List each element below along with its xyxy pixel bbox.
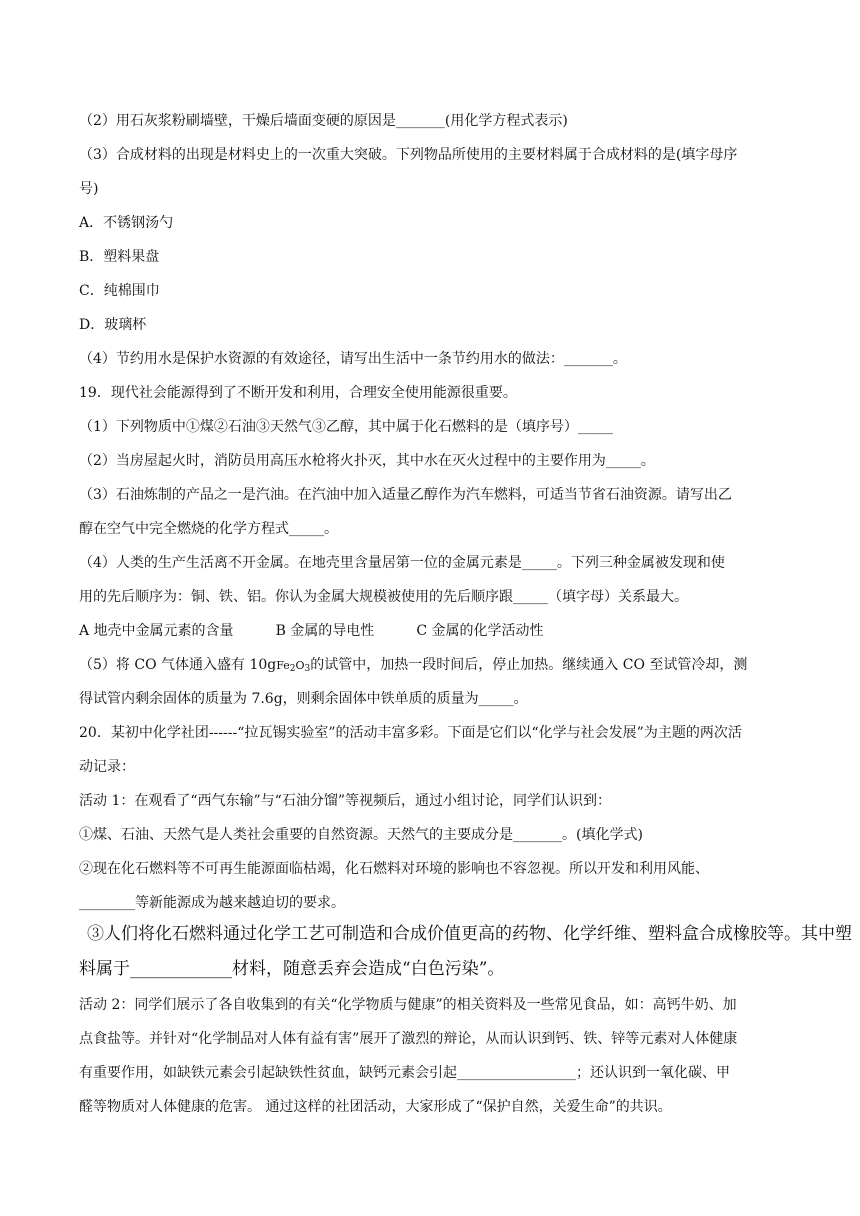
activity2-line2: 点食盐等。并针对“化学制品对人体有益有害”展开了激烈的辩论，从而认识到钙、铁、锌等元素对人体健康 [79,1031,738,1047]
q18-part4: （4）节约用水是保护水资源的有效途径，请写出生活中一条节约用水的做法：_______。 [79,351,627,367]
q18-part3-cont: 号) [79,181,99,197]
q19-stem: 19．现代社会能源得到了不断开发和利用，合理安全使用能源很重要。 [79,385,517,401]
option-a: A．不锈钢汤勺 [79,215,174,231]
q19-option-b: B 金属的导电性 [275,623,375,639]
q19-part1: （1）下列物质中①煤②石油③天然气③乙醇，其中属于化石燃料的是（填序号）_____ [79,419,613,435]
activity1-item3-cont: 料属于____________材料，随意丢弃会造成“白色污染”。 [79,959,505,979]
q19-part3: （3）石油炼制的产品之一是汽油。在汽油中加入适量乙醇作为汽车燃料，可适当节省石油资源。请写出乙 [79,487,732,503]
option-c: C．纯棉围巾 [79,283,160,299]
q18-part3: （3）合成材料的出现是材料史上的一次重大突破。下列物品所使用的主要材料属于合成材料的是(填字母序 [79,147,738,163]
activity1-item2: ②现在化石燃料等不可再生能源面临枯竭，化石燃料对环境的影响也不容忽视。所以开发和利用风能、 [79,861,709,877]
q19-part5-cont: 得试管内剩余固体的质量为 7.6g，则剩余固体中铁单质的质量为_____。 [79,691,528,707]
q20-stem: 20．某初中化学社团------“拉瓦锡实验室”的活动丰富多彩。下面是它们以“化学与社会发展”为主题的两次活 [79,725,742,741]
q19-options [79,621,543,641]
q19-part5: （5）将 CO 气体通入盛有 $10gFe_2O_3$的试管中，加热一段时间后，停止加热。继续通入 CO 至试管冷却，测 [79,657,748,674]
q19-part4: （4）人类的生产生活离不开金属。在地壳里含量居第一位的金属元素是_____。下列三种金属被发现和使 [79,555,725,571]
q19-part4-cont: 用的先后顺序为：铜、铁、铝。你认为金属大规模被使用的先后顺序跟_____（填字母）关系最大。 [79,589,688,605]
activity1-item1: ①煤、石油、天然气是人类社会重要的自然资源。天然气的主要成分是_______。(填化学式) [79,827,643,843]
fe2o3-formula: $Fe_2O_3$ [276,659,311,674]
activity2-line1: 活动 2：同学们展示了各自收集到的有关“化学物质与健康”的相关资料及一些常见食品，如：高钙牛奶、加 [79,997,737,1013]
q19-part3-cont: 醇在空气中完全燃烧的化学方程式_____。 [79,521,338,537]
option-b: B．塑料果盘 [79,249,160,265]
q20-stem-cont: 动记录： [79,759,135,775]
option-d: D．玻璃杯 [79,317,147,333]
activity2-line3: 有重要作用，如缺铁元素会引起缺铁性贫血，缺钙元素会引起_________________；还认识到一氧化碳、甲 [79,1065,730,1081]
q19-option-a: A 地壳中金属元素的含量 [79,623,234,639]
activity1-item3: ③人们将化石燃料通过化学工艺可制造和合成价值更高的药物、化学纤维、塑料盒合成橡胶等。其中塑 [87,924,852,944]
activity2-line4: 醛等物质对人体健康的危害。 通过这样的社团活动，大家形成了“保护自然，关爱生命”的共识。 [79,1099,672,1115]
q18-part2: （2）用石灰浆粉刷墙壁，干燥后墙面变硬的原因是_______(用化学方程式表示) [79,113,568,129]
q19-option-c: C 金属的化学活动性 [416,623,544,639]
activity1-intro: 活动 1：在观看了“西气东输”与“石油分馏”等视频后，通过小组讨论，同学们认识到： [79,793,611,809]
activity1-item2-cont: ________等新能源成为越来越迫切的要求。 [79,895,345,911]
q19-part2: （2）当房屋起火时，消防员用高压水枪将火扑灭，其中水在灭火过程中的主要作用为_____。 [79,453,655,469]
